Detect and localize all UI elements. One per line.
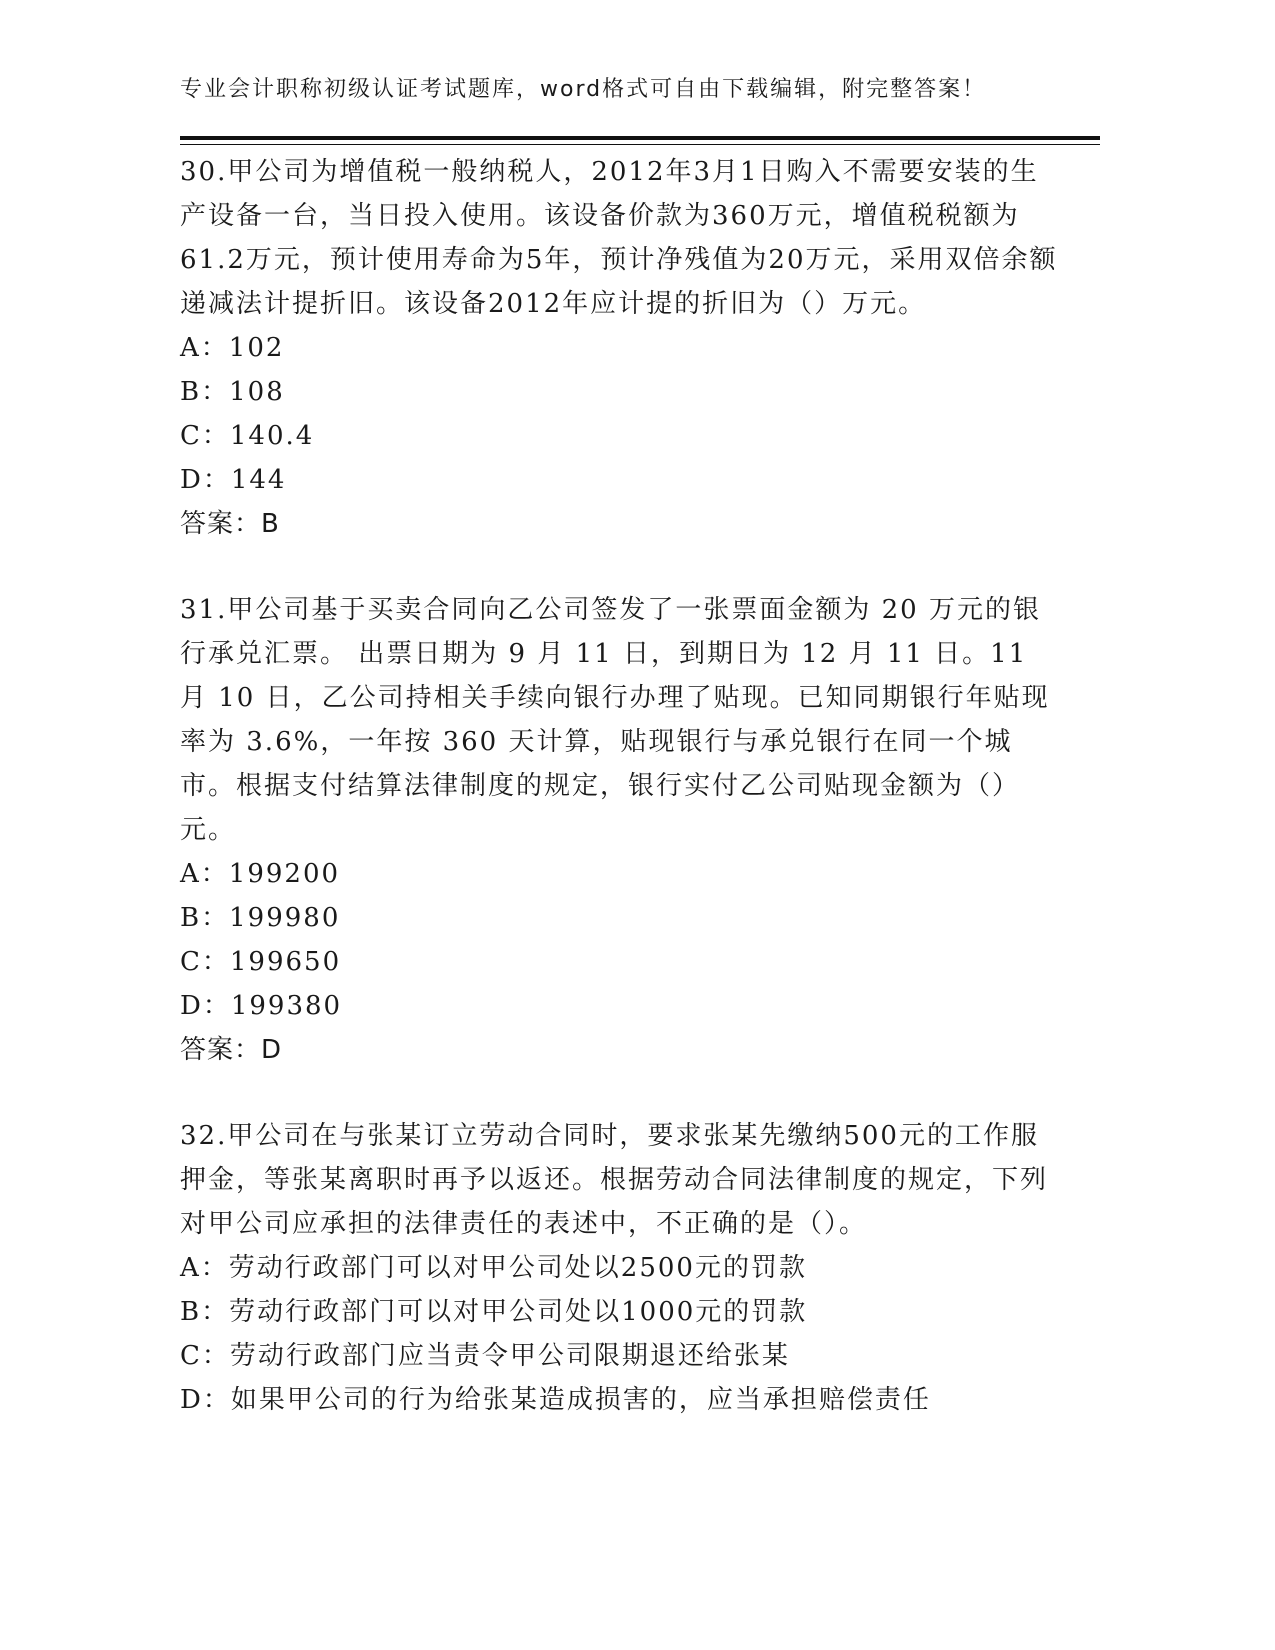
spacer xyxy=(180,1072,1060,1114)
question-text: 32.甲公司在与张某订立劳动合同时，要求张某先缴纳500元的工作服押金，等张某离职时再予以返还。根据劳动合同法律制度的规定，下列对甲公司应承担的法律责任的表述中，不正确的是（）。 xyxy=(180,1121,1049,1239)
option-d: D：如果甲公司的行为给张某造成损害的，应当承担赔偿责任 xyxy=(180,1385,931,1415)
option-b: B：108 xyxy=(180,377,285,407)
option-b: B：199980 xyxy=(180,903,341,933)
question-30 xyxy=(180,150,1060,546)
question-text: 31.甲公司基于买卖合同向乙公司签发了一张票面金额为 20 万元的银行承兑汇票。 出票日期为 9 月 11 日，到期日为 12 月 11 日。11 月 10 日，乙公司持相关手续向银行办理了贴现。已知同期银行年贴现率为 3.6%，一年按 360 天计算，贴现银行与承兑银行在同一个城市。根据支付结算法律制度的规定，银行实付乙公司贴现金额为（）元。 xyxy=(180,595,1050,845)
option-c: C：劳动行政部门应当责令甲公司限期退还给张某 xyxy=(180,1341,790,1371)
answer-line: 答案：B xyxy=(180,509,280,539)
spacer xyxy=(180,546,1060,588)
question-32 xyxy=(180,1114,1060,1422)
option-a: A：199200 xyxy=(180,859,341,889)
page-header: 专业会计职称初级认证考试题库，word格式可自由下载编辑，附完整答案！ xyxy=(180,77,987,102)
option-b: B：劳动行政部门可以对甲公司处以1000元的罚款 xyxy=(180,1297,808,1327)
question-text: 30.甲公司为增值税一般纳税人，2012年3月1日购入不需要安装的生产设备一台，当日投入使用。该设备价款为360万元，增值税税额为61.2万元，预计使用寿命为5年，预计净残值为20万元，采用双倍余额递减法计提折旧。该设备2012年应计提的折旧为（）万元。 xyxy=(180,157,1058,319)
question-31 xyxy=(180,588,1060,1072)
answer-line: 答案：D xyxy=(180,1035,283,1065)
option-a: A：劳动行政部门可以对甲公司处以2500元的罚款 xyxy=(180,1253,807,1283)
option-d: D：199380 xyxy=(180,991,343,1021)
option-c: C：140.4 xyxy=(180,421,315,451)
option-a: A：102 xyxy=(180,333,285,363)
option-d: D：144 xyxy=(180,465,287,495)
header-rule-thin xyxy=(180,144,1100,145)
document-body xyxy=(180,150,1060,1422)
option-c: C：199650 xyxy=(180,947,342,977)
header-rule-thick xyxy=(180,136,1100,140)
